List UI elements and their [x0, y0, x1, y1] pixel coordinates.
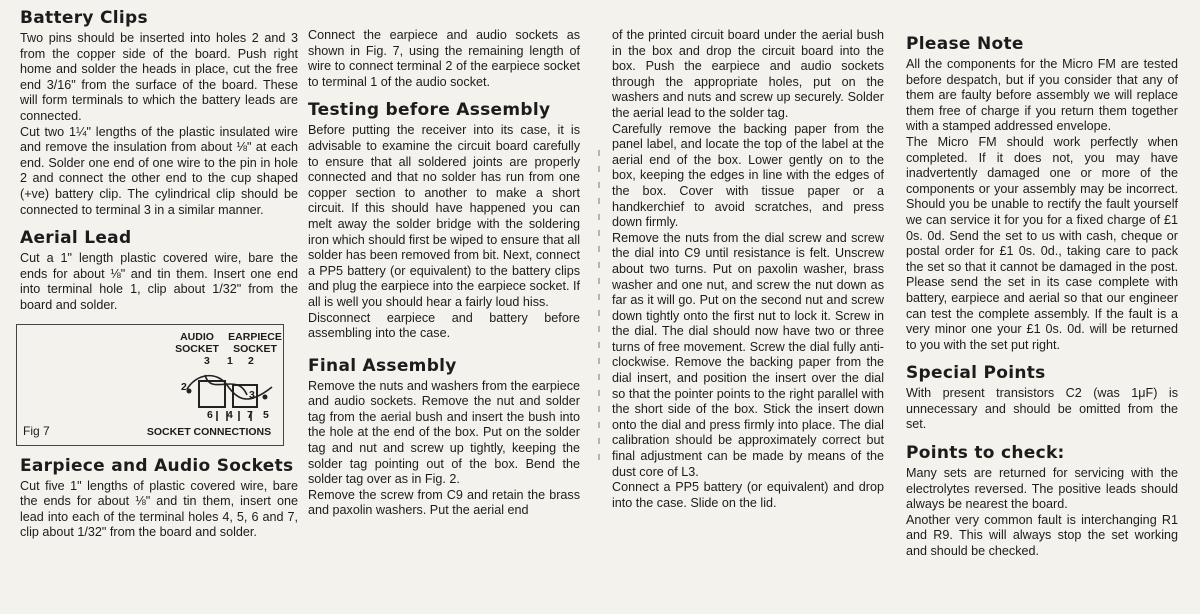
assembly-paragraph-4: Connect a PP5 battery (or equivalent) and drop into the case. Slide on the lid.: [612, 480, 884, 510]
final-assembly-heading: Final Assembly: [308, 355, 457, 376]
pin-label: 7: [247, 408, 253, 421]
battery-clips-paragraph-1: Two pins should be inserted into holes 2 and 3 from the copper side of the board. Push right home and solder the heads in place, cut the free end 3/16" from the surface of the board. These will form terminals to which the battery leads are connected.: [20, 31, 298, 123]
socket-connections-caption: SOCKET CONNECTIONS: [146, 425, 272, 438]
pin-label: 1: [227, 354, 233, 367]
pin-label: 2: [248, 354, 254, 367]
pin-label: 3: [249, 388, 255, 401]
pin-label: 5: [263, 408, 269, 421]
final-assembly-paragraph-1: Remove the nuts and washers from the earpiece and audio sockets. Remove the nut and solder tag from the aerial bush and insert the bush into the hole at the end of the box. Put on the solder tag and nut and screw up tightly, keeping the solder tag pointing out of the box. Bend the solder tag over as in Fig. 2.: [308, 378, 580, 487]
pin-label: 4: [227, 408, 233, 421]
spacer: [308, 8, 580, 28]
assembly-paragraph-2: Carefully remove the backing paper from the panel label, and locate the top of the label at the aerial end of the box. Lower gently on to the box, keeping the edges in line with the edges of the box. Cover with tissue paper or a handkerchief to avoid scratches, and press down firmly.: [612, 121, 884, 230]
column-2: [308, 8, 580, 519]
battery-clips-paragraph-2: Cut two 1¼" lengths of the plastic insulated wire and remove the insulation from about ⅛" at each end. Solder one end of one wire to the pin in hole 2 and connect the other end to the cup shaped (+ve) battery clip. The cylindrical clip should be connected to terminal 3 in a similar manner.: [20, 124, 298, 217]
please-note-heading: Please Note: [906, 34, 1024, 54]
final-assembly-paragraph-2: Remove the screw from C9 and retain the brass and paxolin washers. Put the aerial end: [308, 487, 580, 518]
column-4: [906, 34, 1178, 560]
testing-paragraph-1: Before putting the receiver into its case, it is advisable to examine the circuit board carefully to ensure that all soldered joints are properly connected and that no solder has run from one copper section to another to make a short circuit. If this should have happened you can melt away the solder bridge with the soldering iron which should first be wiped to ensure that all solder has been removed from bit. Next, connect a PP5 battery (or equivalent) to the battery clips and plug the earpiece into the earpiece socket. If all is well you should hear a fairly loud hiss.: [308, 123, 580, 309]
testing-paragraph-2: Disconnect earpiece and battery before assembling into the case.: [308, 310, 580, 341]
sockets-connection-paragraph: Connect the earpiece and audio sockets as shown in Fig. 7, using the remaining length of wire to connect terminal 2 of the earpiece socket to terminal 1 of the audio socket.: [308, 28, 580, 89]
battery-clips-heading: Battery Clips: [20, 8, 148, 28]
spacer: [906, 353, 1178, 363]
points-to-check-paragraph-2: Another very common fault is interchanging R1 and R9. This will always stop the set working and should be checked.: [906, 512, 1178, 559]
points-to-check-heading: Points to check:: [906, 443, 1065, 464]
aerial-lead-heading: Aerial Lead: [20, 228, 132, 249]
points-to-check-paragraph-1: Many sets are returned for servicing with the electrolytes reversed. The positive leads should always be nearest the board.: [906, 466, 1178, 512]
column-1: [20, 8, 298, 541]
spacer: [906, 433, 1178, 443]
special-points-paragraph: With present transistors C2 (was 1μF) is unnecessary and should be omitted from the set.: [906, 386, 1178, 432]
column-3: [612, 28, 884, 511]
pin-label: 2: [181, 380, 187, 393]
earpiece-audio-paragraph: Cut five 1" lengths of plastic covered wire, bare the ends for about ⅛" and tin them, insert one lead into each of the terminal holes 4, 5, 6 and 7, clip about 1/32" from the board and solder.: [20, 478, 298, 540]
fig-7-label: Fig 7: [23, 423, 50, 438]
special-points-heading: Special Points: [906, 363, 1046, 384]
pin-label: 6: [207, 408, 213, 421]
pin-label: 3: [204, 354, 210, 367]
fig-7-socket-diagram: [16, 324, 284, 446]
assembly-paragraph-3: Remove the nuts from the dial screw and screw the dial into C9 until resistance is felt. Unscrew about two turns. Put on paxolin washer, brass washer and one nut, and screw the nut down as far as it will go. Put on the second nut and screw down tightly onto the first nut to lock it. Screw in the dial. The dial should now have two or three turns of free movement. Screw the dial fully anti-clockwise. Remove the backing paper from the dial insert, and position the insert over the dial so that the pointer points to the right parallel with the short side of the box. Stick the insert down onto the dial and press firmly into place. The dial calibration should be approximately correct but final adjustment can be made by means of the dust core of L3.: [612, 230, 884, 479]
spacer: [20, 218, 298, 228]
earpiece-socket-label: EARPIECE SOCKET: [228, 330, 282, 355]
audio-socket-label: AUDIO SOCKET: [175, 330, 219, 355]
aerial-lead-paragraph: Cut a 1" length plastic covered wire, bare the ends for about ⅛" and tin them. Insert one end into terminal hole 1, clip about 1/32" from the board and solder.: [20, 251, 298, 312]
testing-heading: Testing before Assembly: [308, 100, 551, 121]
assembly-paragraph-1: of the printed circuit board under the aerial bush in the box and drop the circuit board into the box. Push the earpiece and audio sockets through the appropriate holes, put on the washers and nuts and screw up securely. Solder the aerial lead to the solder tag.: [612, 28, 884, 120]
page-fold-mark: [596, 150, 602, 460]
spacer: [308, 342, 580, 356]
earpiece-audio-heading: Earpiece and Audio Sockets: [20, 455, 294, 476]
spacer: [308, 90, 580, 100]
please-note-paragraph-1: All the components for the Micro FM are tested before despatch, but if you consider that any of them are faulty before assembly we will replace them free of charge if you return them together with a stamped addressed envelope.: [906, 57, 1178, 134]
please-note-paragraph-2: The Micro FM should work perfectly when completed. If it does not, you may have inadvertently damaged one or more of the components or your assembly may be incorrect. Should you be unable to rectify the fault yourself we can service it for you for a fixed charge of £1 0s. 0d. Send the set to us with cash, cheque or postal order for £1 0s. 0d., taking care to pack the set so that it cannot be damaged in the post. Please send the set in its case complete with battery, earpiece and aerial so that our engineer can test the complete assembly. If the fault is a very minor one your £1 0s. 0d. will be returned to you with the set put right.: [906, 134, 1178, 352]
